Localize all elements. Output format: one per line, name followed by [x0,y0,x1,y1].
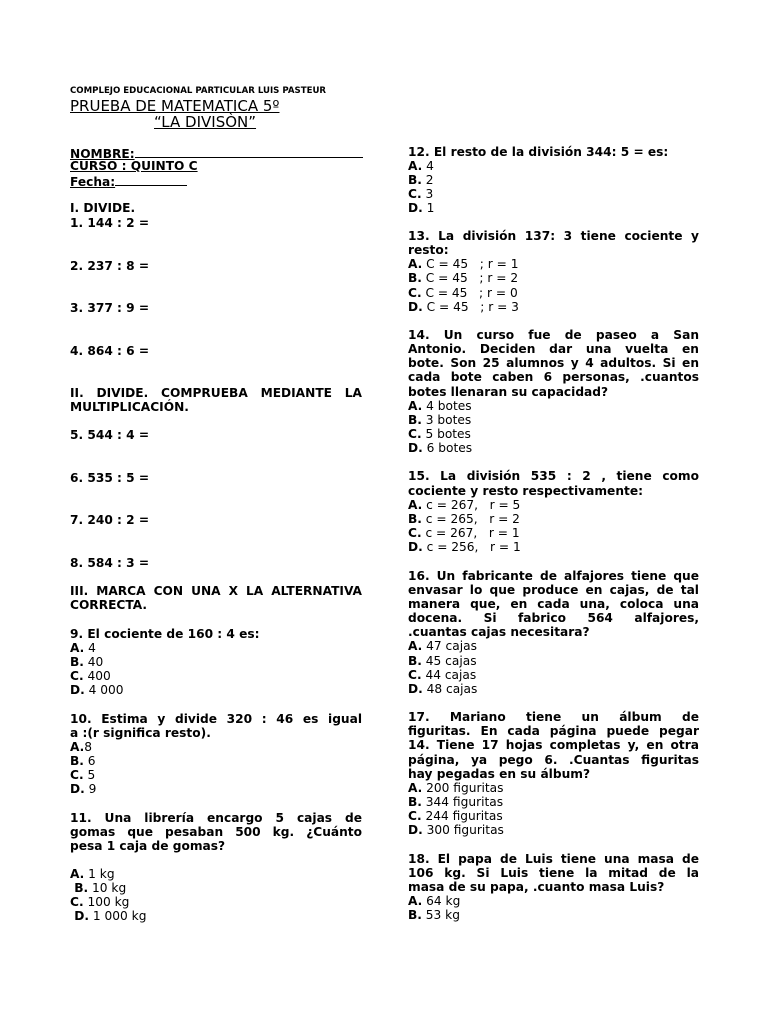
q13-stem-line2: resto: [408,243,449,257]
q15-option-d[interactable]: D. c = 256, r = 1 [408,540,521,554]
school-name: COMPLEJO EDUCACIONAL PARTICULAR LUIS PASTEUR [70,86,327,96]
q17-stem-line3: 14. Tiene 17 hojas completas y, en otra [408,738,699,752]
q16-option-c[interactable]: C. 44 cajas [408,668,477,682]
q9-option-d[interactable]: D. 4 000 [70,683,124,697]
q11-option-b[interactable]: B. 10 kg [70,881,127,895]
q14-option-b[interactable]: B. 3 botes [408,413,472,427]
q18-stem-line1: 18. El papa de Luis tiene una masa de [408,852,699,866]
q12-option-a[interactable]: A. 4 [408,159,434,173]
nombre-label: NOMBRE: [70,147,135,161]
q11-option-c[interactable]: C. 100 kg [70,895,130,909]
q11-stem-line3: pesa 1 caja de gomas? [70,839,226,853]
q13-option-d[interactable]: D. C = 45 ; r = 3 [408,300,519,314]
q10-option-b[interactable]: B. 6 [70,754,96,768]
section-3-heading-line1: III. MARCA CON UNA X LA ALTERNATIVA [70,584,362,598]
q16-stem-line2: envasar lo que produce en cajas, de tal [408,583,699,597]
q14-stem-line3: bote. Son 25 alumnos y 4 adultos. Si en [408,356,699,370]
q11-stem-line2: gomas que pesaban 500 kg. ¿Cuánto [70,825,362,839]
q14-stem-line2: Antonio. Deciden dar una vuelta en [408,342,699,356]
curso-field [70,159,198,173]
exercise-7: 7. 240 : 2 = [70,513,150,527]
fecha-label: Fecha: [70,175,116,189]
section-3-heading-line2: CORRECTA. [70,598,147,612]
section-2-heading-line1: II. DIVIDE. COMPRUEBA MEDIANTE LA [70,386,362,400]
q16-stem-line3: manera que, en cada una, coloca una [408,597,699,611]
page-title: PRUEBA DE MATEMATICA 5º [70,97,280,115]
q17-option-c[interactable]: C. 244 figuritas [408,809,503,823]
q16-stem-line5: .cuantas cajas necesitara? [408,625,590,639]
q16-option-d[interactable]: D. 48 cajas [408,682,478,696]
q9-stem: 9. El cociente de 160 : 4 es: [70,627,260,641]
curso-label: CURSO : QUINTO C [70,159,198,173]
q9-option-a[interactable]: A. 4 [70,641,96,655]
q16-option-b[interactable]: B. 45 cajas [408,654,477,668]
q13-stem-line1: 13. La división 137: 3 tiene cociente y [408,229,699,243]
q13-option-a[interactable]: A. C = 45 ; r = 1 [408,257,519,271]
q12-stem: 12. El resto de la división 344: 5 = es: [408,145,669,159]
page-subtitle: “LA DIVISÒN” [154,113,257,131]
exercise-8: 8. 584 : 3 = [70,556,150,570]
q17-option-b[interactable]: B. 344 figuritas [408,795,504,809]
section-1-heading: I. DIVIDE. [70,201,136,215]
q10-stem-line2: a :(r significa resto). [70,726,211,740]
nombre-line[interactable] [135,145,363,158]
q14-stem-line5: botes llenaran su capacidad? [408,385,609,399]
q10-option-c[interactable]: C. 5 [70,768,96,782]
q14-option-c[interactable]: C. 5 botes [408,427,471,441]
q13-option-c[interactable]: C. C = 45 ; r = 0 [408,286,518,300]
q15-stem-line2: cociente y resto respectivamente: [408,484,643,498]
q18-option-b[interactable]: B. 53 kg [408,908,460,922]
exercise-6: 6. 535 : 5 = [70,471,150,485]
q18-stem-line2: 106 kg. Si Luis tiene la mitad de la [408,866,699,880]
q14-stem-line4: cada bote caben 6 personas, .cuantos [408,370,699,384]
q9-option-c[interactable]: C. 400 [70,669,111,683]
exercise-2: 2. 237 : 8 = [70,259,150,273]
exercise-1: 1. 144 : 2 = [70,216,150,230]
q12-option-d[interactable]: D. 1 [408,201,435,215]
q11-option-d[interactable]: D. 1 000 kg [70,909,147,923]
q17-option-d[interactable]: D. 300 figuritas [408,823,504,837]
q17-stem-line4: página, ya pego 6. .Cuantas figuritas [408,753,699,767]
q15-stem-line1: 15. La división 535 : 2 , tiene como [408,469,699,483]
q15-option-b[interactable]: B. c = 265, r = 2 [408,512,520,526]
q15-option-a[interactable]: A. c = 267, r = 5 [408,498,521,512]
exercise-3: 3. 377 : 9 = [70,301,150,315]
section-2-heading-line2: MULTIPLICACIÓN. [70,400,189,414]
q10-stem-line1: 10. Estima y divide 320 : 46 es igual [70,712,362,726]
q10-option-d[interactable]: D. 9 [70,782,97,796]
q9-option-b[interactable]: B. 40 [70,655,104,669]
q12-option-c[interactable]: C. 3 [408,187,434,201]
q17-stem-line2: figuritas. En cada página puede pegar [408,724,699,738]
q14-stem-line1: 14. Un curso fue de paseo a San [408,328,699,342]
fecha-line[interactable] [115,173,187,186]
q16-stem-line4: docena. Si fabrico 564 alfajores, [408,611,699,625]
q11-option-a[interactable]: A. 1 kg [70,867,115,881]
q12-option-b[interactable]: B. 2 [408,173,434,187]
q15-option-c[interactable]: C. c = 267, r = 1 [408,526,520,540]
exercise-4: 4. 864 : 6 = [70,344,150,358]
q10-option-a[interactable]: A.8 [70,740,93,754]
q17-option-a[interactable]: A. 200 figuritas [408,781,504,795]
q16-stem-line1: 16. Un fabricante de alfajores tiene que [408,569,699,583]
q13-option-b[interactable]: B. C = 45 ; r = 2 [408,271,519,285]
q18-option-a[interactable]: A. 64 kg [408,894,461,908]
q17-stem-line1: 17. Mariano tiene un álbum de [408,710,699,724]
q16-option-a[interactable]: A. 47 cajas [408,639,477,653]
q14-option-a[interactable]: A. 4 botes [408,399,472,413]
q11-stem-line1: 11. Una librería encargo 5 cajas de [70,811,362,825]
fecha-field [70,173,187,189]
q18-stem-line3: masa de su papa, .cuanto masa Luis? [408,880,665,894]
exercise-5: 5. 544 : 4 = [70,428,150,442]
q17-stem-line5: hay pegadas en su álbum? [408,767,591,781]
q14-option-d[interactable]: D. 6 botes [408,441,473,455]
